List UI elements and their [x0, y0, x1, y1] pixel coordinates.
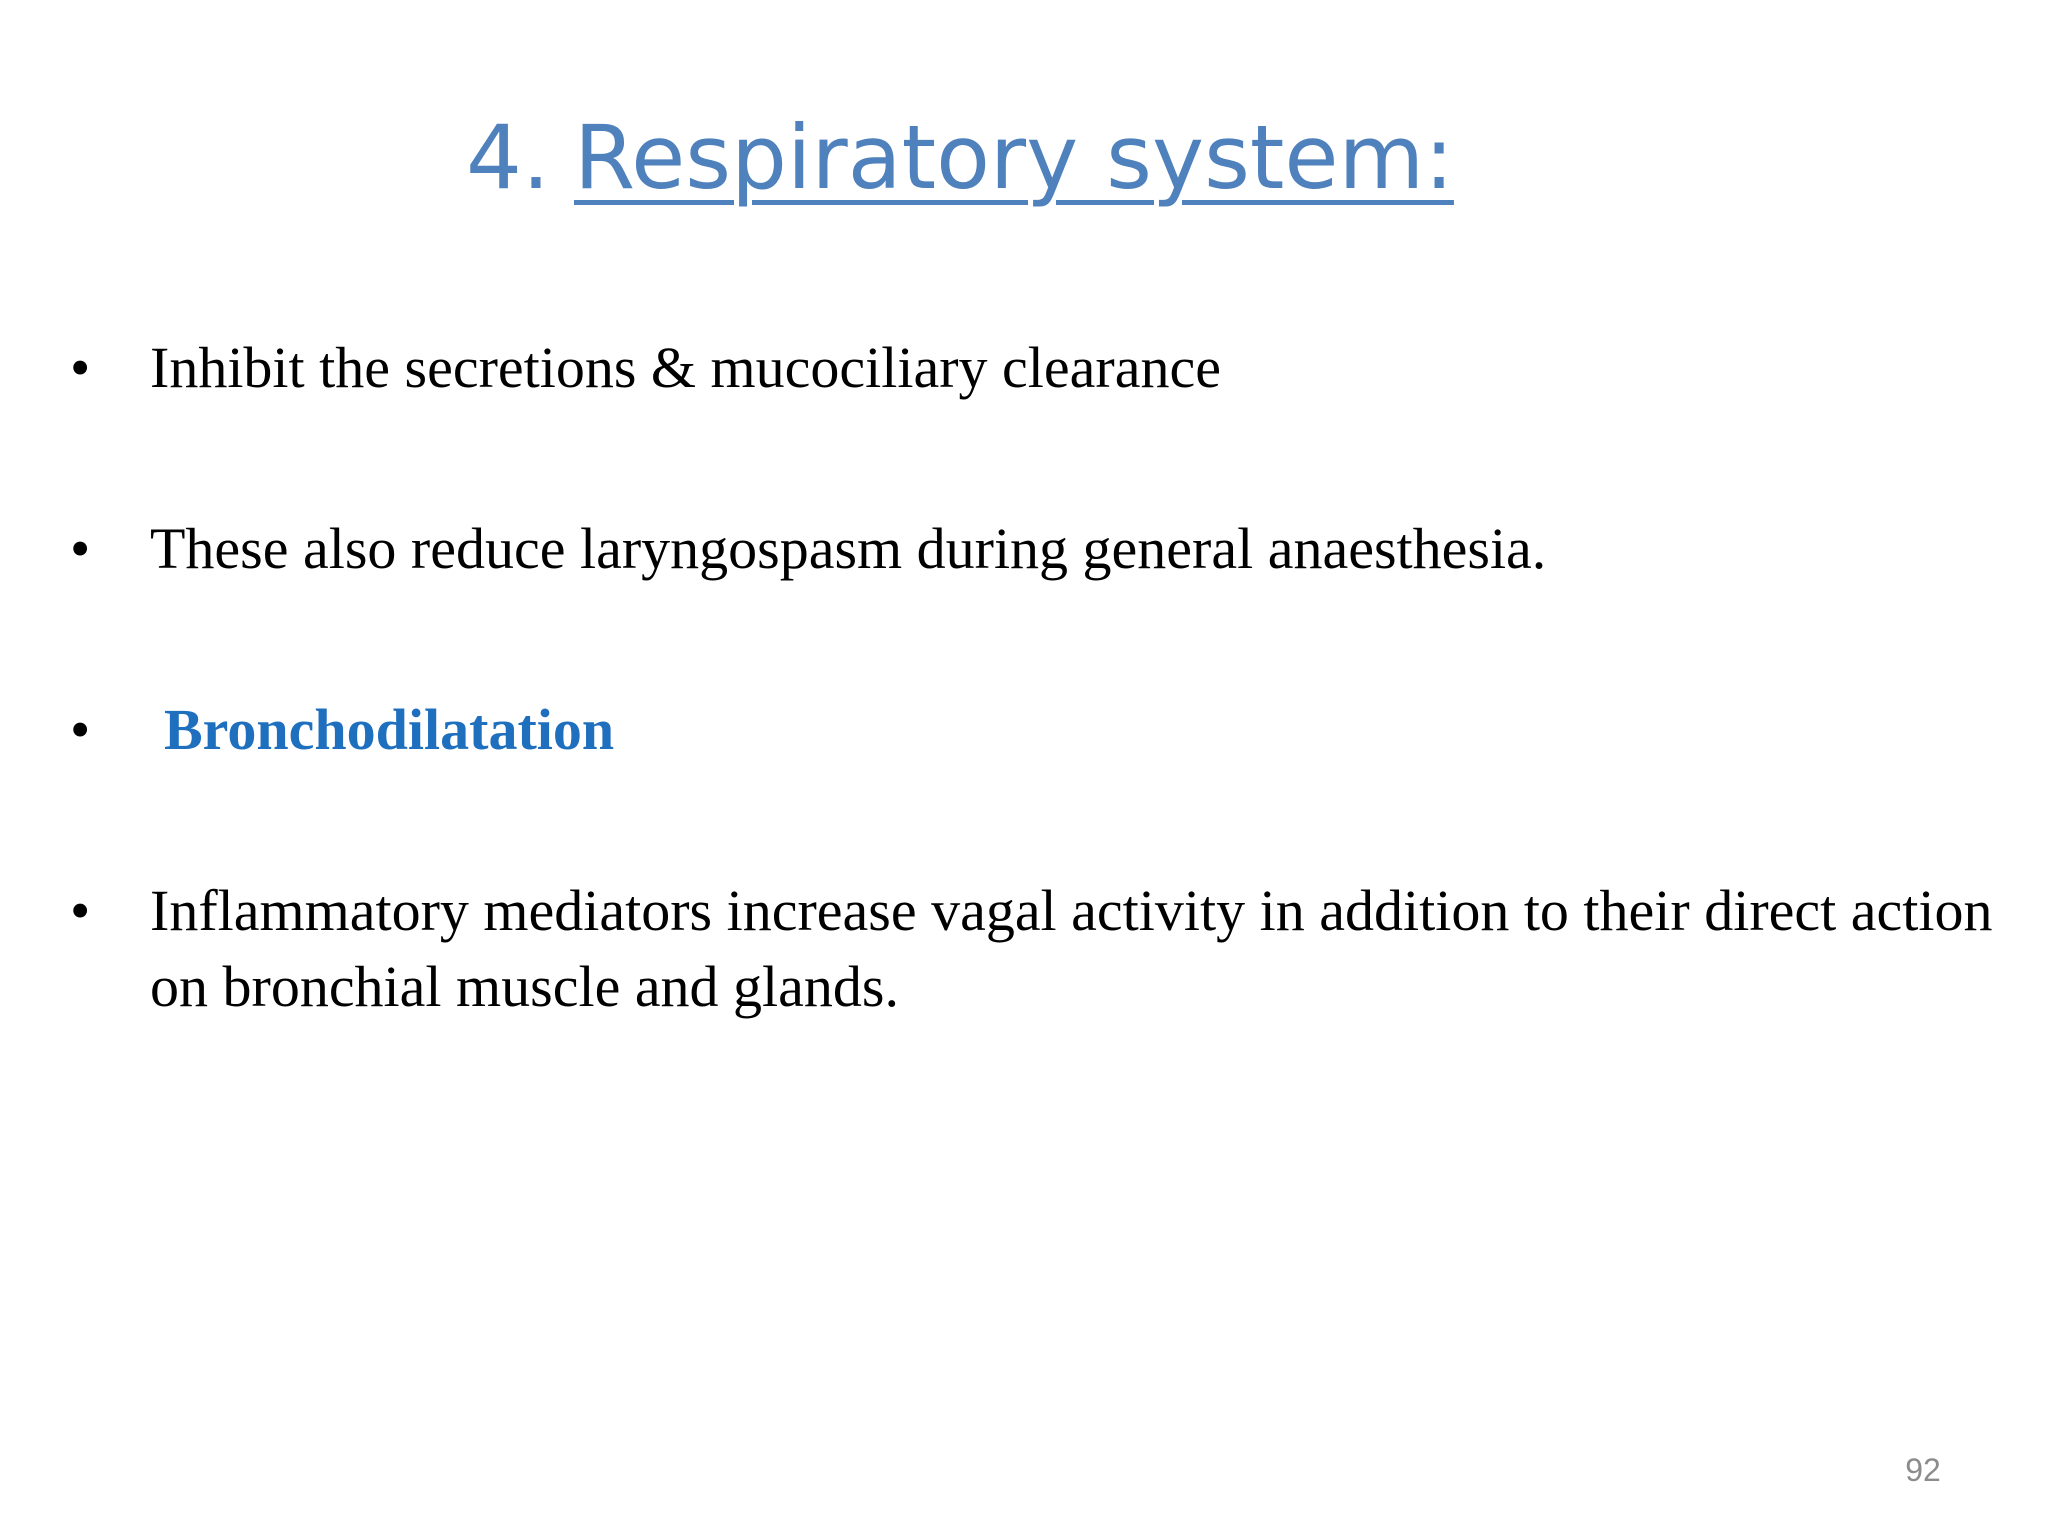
bullet-icon: •: [70, 516, 91, 581]
slide-title: [466, 98, 1866, 218]
bullet-icon: •: [70, 878, 91, 943]
bullet-icon: •: [70, 335, 91, 400]
title-text: Respiratory system:: [573, 106, 1454, 209]
title-number: 4.: [466, 106, 550, 209]
bullet-item: [70, 330, 2000, 406]
bullet-item: [70, 511, 2000, 587]
bullet-text-highlight: Bronchodilatation: [164, 697, 615, 762]
page-number: 92: [1905, 1452, 1941, 1488]
bullet-text: Inhibit the secretions & mucociliary clearance: [150, 335, 1221, 400]
bullet-icon: •: [70, 697, 91, 762]
bullet-item: [70, 873, 2000, 1025]
bullet-list: [70, 330, 2000, 1025]
bullet-text: Inflammatory mediators increase vagal activity in addition to their direct action on bronchial muscle and glands.: [150, 878, 1993, 1019]
bullet-item: [70, 692, 2000, 768]
bullet-text: These also reduce laryngospasm during general anaesthesia.: [150, 516, 1547, 581]
